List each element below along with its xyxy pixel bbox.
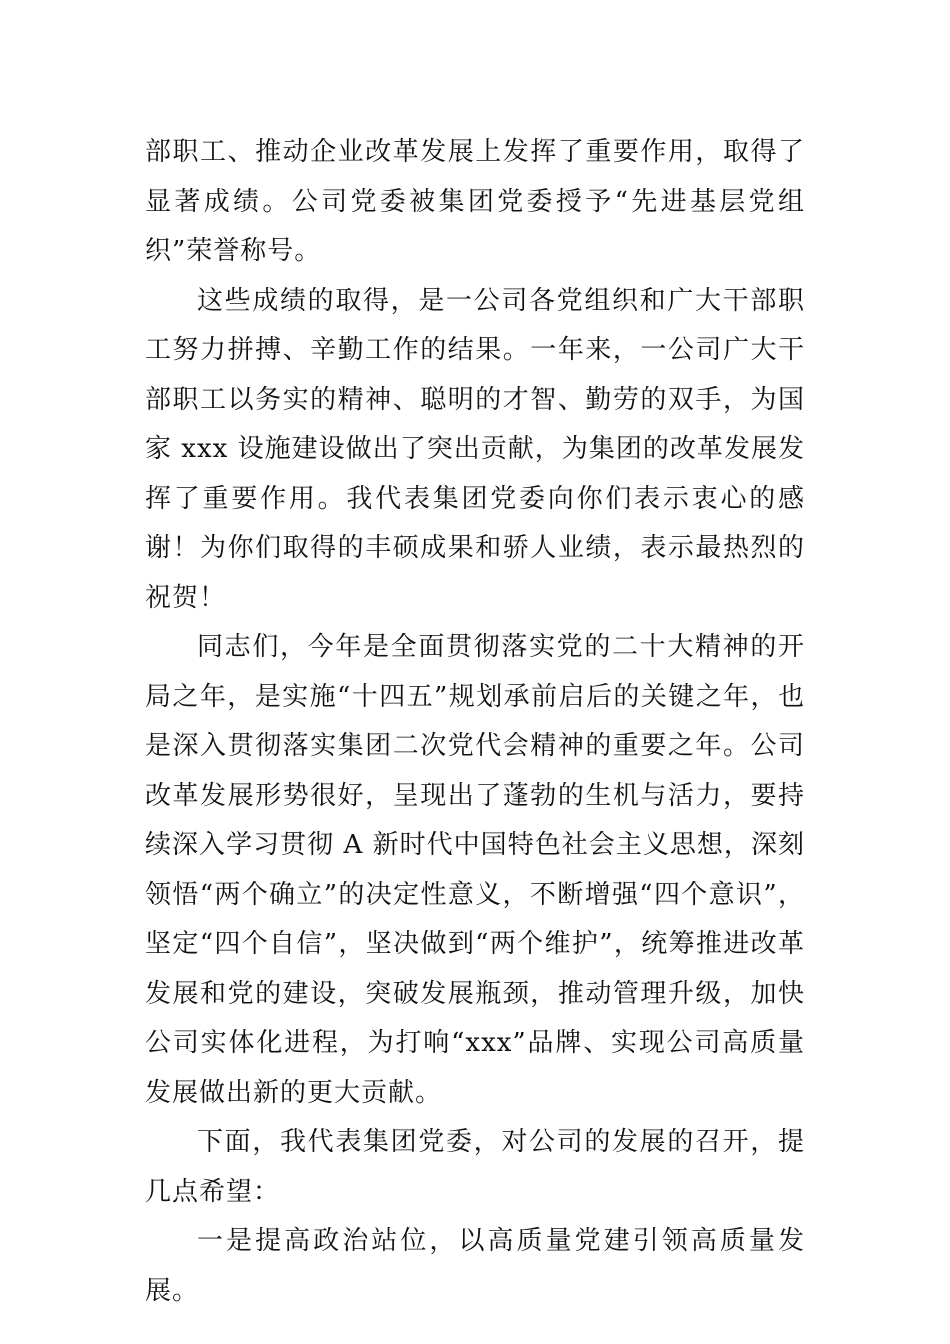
- document-body: [145, 128, 805, 1316]
- paragraph-point-one: 一是提高政治站位，以高质量党建引领高质量发展。: [145, 1226, 805, 1306]
- paragraph-comrades: 同志们，今年是全面贯彻落实党的二十大精神的开局之年，是实施“十四五”规划承前启后的关键之年，也是深入贯彻落实集团二次党代会精神的重要之年。公司改革发展形势很好，呈现出了蓬勃的生机与活力，要持续深入学习贯彻 A 新时代中国特色社会主义思想，深刻领悟“两个确立”的决定性意义，不断增强“四个意识”，坚定“四个自信”，坚决做到“两个维护”，统筹推进改革发展和党的建设，突破发展瓶颈，推动管理升级，加快公司实体化进程，为打响“xxx”品牌、实现公司高质量发展做出新的更大贡献。: [145, 632, 805, 1108]
- paragraph-hopes-intro: 下面，我代表集团党委，对公司的发展的召开，提几点希望：: [145, 1127, 805, 1207]
- paragraph-continuation: 部职工、推动企业改革发展上发挥了重要作用，取得了显著成绩。公司党委被集团党委授予“先进基层党组织”荣誉称号。: [145, 137, 805, 266]
- paragraph-achievements: 这些成绩的取得，是一公司各党组织和广大干部职工努力拼搏、辛勤工作的结果。一年来，一公司广大干部职工以务实的精神、聪明的才智、勤劳的双手，为国家 xxx 设施建设做出了突出贡献，为集团的改革发展发挥了重要作用。我代表集团党委向你们表示衷心的感谢！为你们取得的丰硕成果和骄人业绩，表示最热烈的祝贺！: [145, 285, 805, 613]
